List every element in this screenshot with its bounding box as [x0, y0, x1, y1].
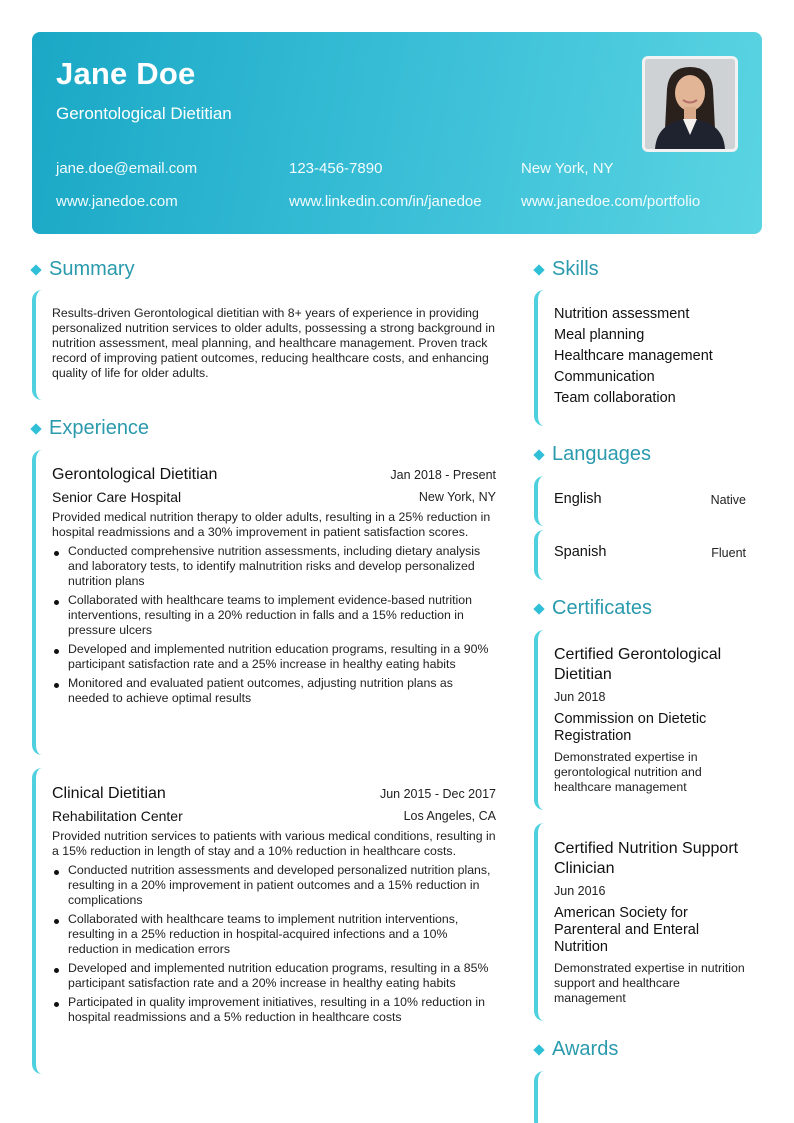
awards-heading [533, 1038, 618, 1061]
skill-item: Communication [554, 369, 655, 385]
skills-heading [533, 258, 599, 281]
job-description: Provided medical nutrition therapy to older adults, resulting in a 25% reduction in hospital readmissions and a 30% improvement in patient satisfaction scores. [52, 510, 491, 539]
language-name: Spanish [554, 544, 607, 560]
certificate-entry [534, 630, 746, 810]
summary-text: Results-driven Gerontological dietitian with 8+ years of experience in providing personalized nutrition services to older adults, possessing a strong background in nutrition assessment, meal planning, and healthcare management. Proven track record of improving patient outcomes, reducing healthcare costs, and enhancing quality of life for older adults. [52, 306, 495, 380]
job-title: Gerontological Dietitian [52, 466, 218, 483]
job-bullets [52, 863, 496, 1025]
candidate-name: Jane Doe [56, 56, 196, 91]
list-item: Conducted comprehensive nutrition assessments, including dietary analysis and laboratory tests, to identify malnutrition risks and develop personalized nutrition plans [52, 544, 496, 589]
website-link[interactable]: www.janedoe.com [56, 193, 178, 210]
job-bullets [52, 544, 496, 706]
certificates-heading [533, 597, 652, 620]
experience-heading [30, 417, 149, 440]
language-level: Native [710, 493, 746, 507]
languages-heading-text: Languages [552, 443, 651, 465]
portfolio-link[interactable]: www.janedoe.com/portfolio [521, 193, 701, 210]
skill-item: Team collaboration [554, 390, 676, 406]
skill-item: Meal planning [554, 327, 645, 343]
languages-heading [533, 443, 651, 466]
job-location: New York, NY [418, 490, 496, 504]
linkedin-link[interactable]: www.linkedin.com/in/janedoe [289, 193, 482, 210]
certificate-title: Certified Nutrition Support Clinician [554, 840, 739, 877]
language-item [534, 530, 746, 580]
skill-item: Nutrition assessment [554, 306, 690, 322]
diamond-icon [533, 603, 544, 614]
list-item: Collaborated with healthcare teams to implement nutrition interventions, resulting in a 25% reduction in hospital-acquired infections and a 10% reduction in medication errors [52, 912, 496, 957]
candidate-title: Gerontological Dietitian [56, 104, 232, 123]
certificate-date: Jun 2016 [554, 884, 606, 898]
job-entry [32, 450, 496, 755]
diamond-icon [30, 264, 41, 275]
job-title: Clinical Dietitian [52, 785, 166, 802]
awards-block [534, 1071, 746, 1123]
job-entry [32, 768, 496, 1074]
profile-photo [642, 56, 738, 152]
diamond-icon [30, 423, 41, 434]
skills-heading-text: Skills [552, 258, 599, 280]
job-description: Provided nutrition services to patients with various medical conditions, resulting in a 15% reduction in length of stay and a 10% reduction in healthcare costs. [52, 829, 496, 858]
job-company: Rehabilitation Center [52, 808, 183, 824]
certificate-title: Certified Gerontological Dietitian [554, 646, 722, 683]
list-item: Conducted nutrition assessments and developed personalized nutrition plans, resulting in a 20% improvement in patient outcomes and a 15% reduction in complications [52, 863, 496, 908]
diamond-icon [533, 1044, 544, 1055]
diamond-icon [533, 264, 544, 275]
summary-heading [30, 258, 135, 281]
awards-heading-text: Awards [552, 1038, 619, 1060]
experience-heading-text: Experience [49, 417, 150, 439]
summary-block [32, 290, 496, 400]
list-item: Developed and implemented nutrition education programs, resulting in a 85% participant satisfaction rate and a 20% increase in healthy eating habits [52, 961, 496, 991]
resume-header [32, 32, 762, 234]
job-company: Senior Care Hospital [52, 489, 182, 505]
certificate-description: Demonstrated expertise in nutrition support and healthcare management [554, 961, 745, 1005]
language-level: Fluent [711, 546, 746, 560]
list-item: Participated in quality improvement initiatives, resulting in a 10% reduction in hospital readmissions and a 5% reduction in healthcare costs [52, 995, 496, 1025]
skills-block [534, 290, 746, 426]
certificate-entry [534, 823, 746, 1021]
certificate-issuer: Commission on Dietetic Registration [554, 711, 707, 744]
list-item: Collaborated with healthcare teams to implement evidence-based nutrition interventions, resulting in a 20% reduction in falls and a 15% reduction in pressure ulcers [52, 593, 496, 638]
phone-number[interactable]: 123-456-7890 [289, 160, 383, 177]
location-text: New York, NY [521, 160, 614, 177]
certificates-heading-text: Certificates [552, 597, 653, 619]
job-dates: Jun 2015 - Dec 2017 [379, 787, 496, 801]
certificate-date: Jun 2018 [554, 690, 606, 704]
certificate-issuer: American Society for Parenteral and Enteral Nutrition [554, 905, 700, 955]
job-dates: Jan 2018 - Present [390, 468, 496, 482]
summary-heading-text: Summary [49, 258, 135, 280]
list-item: Monitored and evaluated patient outcomes, adjusting nutrition plans as needed to achieve optimal results [52, 676, 496, 706]
job-location: Los Angeles, CA [403, 809, 496, 823]
language-name: English [554, 491, 602, 507]
diamond-icon [533, 449, 544, 460]
skill-item: Healthcare management [554, 348, 713, 364]
list-item: Developed and implemented nutrition education programs, resulting in a 90% participant satisfaction rate and a 25% increase in healthy eating habits [52, 642, 496, 672]
language-item [534, 476, 746, 526]
certificate-description: Demonstrated expertise in gerontological nutrition and healthcare management [554, 750, 702, 794]
email-link[interactable]: jane.doe@email.com [56, 160, 198, 177]
